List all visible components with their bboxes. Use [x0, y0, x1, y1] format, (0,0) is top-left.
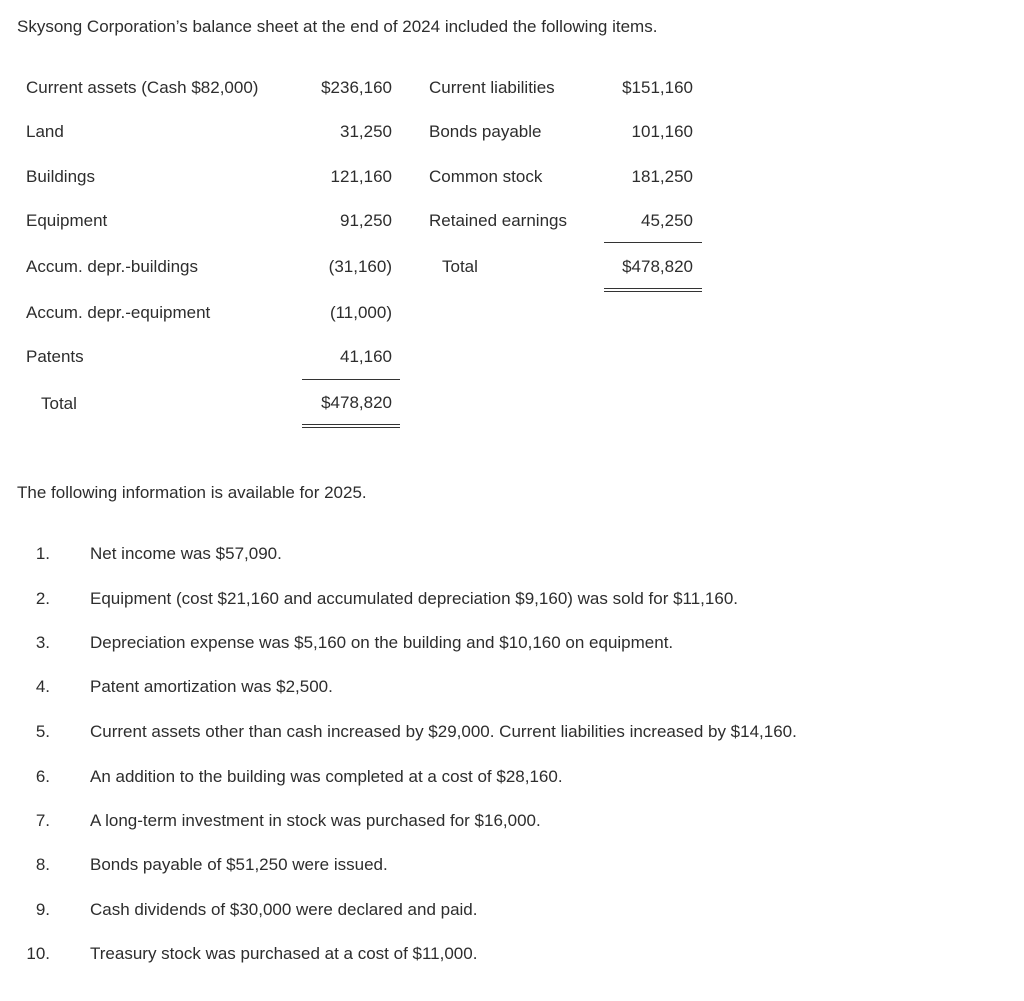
asset-label-accum-depr-equipment: Accum. depr.-equipment	[26, 303, 211, 322]
list-item-number: 9.	[35, 900, 50, 919]
list-item-number: 5.	[35, 722, 50, 741]
asset-amount-land: 31,250	[340, 122, 392, 141]
assets-subtotal-rule	[302, 379, 400, 380]
list-item-number: 7.	[35, 811, 50, 830]
liability-label-current-liabilities: Current liabilities	[429, 78, 555, 97]
liabilities-total-double-rule	[604, 288, 702, 292]
liabilities-subtotal-rule	[604, 242, 702, 243]
intro-text: Skysong Corporation’s balance sheet at the end of 2024 included the following items.	[17, 17, 658, 36]
list-item-text: Current assets other than cash increased by $29,000. Current liabilities increased by $14,160.	[90, 722, 797, 741]
list-item-text: Patent amortization was $2,500.	[90, 677, 333, 696]
liability-amount-retained-earnings: 45,250	[641, 211, 693, 230]
liabilities-total-label: Total	[442, 257, 478, 276]
list-item-number: 3.	[35, 633, 50, 652]
asset-amount-accum-depr-equipment: (11,000)	[329, 303, 392, 322]
list-item-text: An addition to the building was completed at a cost of $28,160.	[90, 767, 563, 786]
asset-label-equipment: Equipment	[26, 211, 108, 230]
list-item-number: 6.	[35, 767, 50, 786]
asset-label-accum-depr-buildings: Accum. depr.-buildings	[26, 257, 198, 276]
liability-amount-current-liabilities: $151,160	[622, 78, 693, 97]
list-item-number: 10.	[26, 944, 50, 963]
assets-total-double-rule	[302, 424, 400, 428]
list-item-number: 1.	[35, 544, 50, 563]
list-item-text: Cash dividends of $30,000 were declared and paid.	[90, 900, 478, 919]
liability-label-bonds-payable: Bonds payable	[429, 122, 542, 141]
list-item-number: 2.	[35, 589, 50, 608]
asset-amount-current-assets: $236,160	[321, 78, 392, 97]
asset-amount-accum-depr-buildings: (31,160)	[328, 257, 392, 276]
list-item-text: Net income was $57,090.	[90, 544, 282, 563]
asset-label-current-assets: Current assets (Cash $82,000)	[26, 78, 259, 97]
asset-amount-patents: 41,160	[340, 347, 392, 366]
asset-amount-equipment: 91,250	[340, 211, 392, 230]
asset-label-patents: Patents	[26, 347, 84, 366]
liability-amount-common-stock: 181,250	[631, 167, 693, 186]
assets-total-label: Total	[41, 394, 77, 413]
list-item-number: 8.	[35, 855, 50, 874]
assets-total-amount: $478,820	[321, 393, 392, 412]
info-heading: The following information is available for 2025.	[17, 483, 367, 502]
liabilities-total-amount: $478,820	[622, 257, 693, 276]
list-item-text: Bonds payable of $51,250 were issued.	[90, 855, 388, 874]
asset-label-buildings: Buildings	[26, 167, 95, 186]
list-item-text: A long-term investment in stock was purchased for $16,000.	[90, 811, 541, 830]
asset-label-land: Land	[26, 122, 64, 141]
list-item-text: Treasury stock was purchased at a cost of $11,000.	[90, 944, 478, 963]
list-item-text: Equipment (cost $21,160 and accumulated depreciation $9,160) was sold for $11,160.	[90, 589, 738, 608]
liability-label-retained-earnings: Retained earnings	[429, 211, 567, 230]
asset-amount-buildings: 121,160	[330, 167, 392, 186]
liability-amount-bonds-payable: 101,160	[631, 122, 693, 141]
list-item-number: 4.	[35, 677, 50, 696]
liability-label-common-stock: Common stock	[429, 167, 543, 186]
list-item-text: Depreciation expense was $5,160 on the building and $10,160 on equipment.	[90, 633, 674, 652]
